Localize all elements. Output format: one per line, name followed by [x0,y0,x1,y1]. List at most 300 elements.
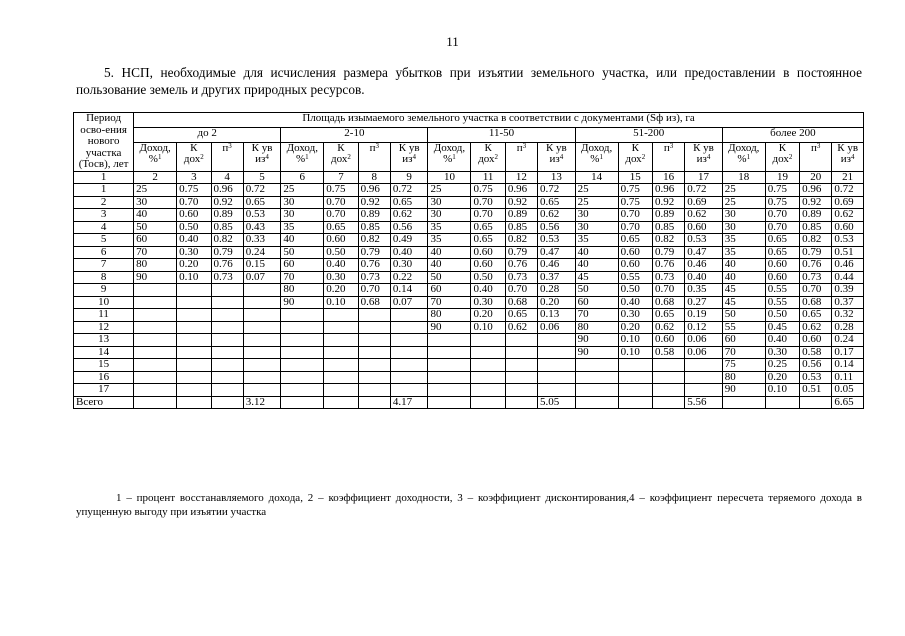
table-cell: 0.70 [618,209,652,222]
table-cell: 0.70 [618,221,652,234]
column-number: 7 [324,171,358,184]
table-cell: 0.20 [618,321,652,334]
table-cell: 0.45 [765,321,799,334]
table-cell: 0.14 [832,359,864,372]
table-cell: 40 [722,259,765,272]
row-period-cell: 15 [74,359,134,372]
table-cell: 0.30 [765,346,799,359]
table-cell [428,384,471,397]
table-cell: 0.55 [765,296,799,309]
column-number: 13 [538,171,576,184]
col-k-uv-header [832,142,864,171]
column-number: 14 [575,171,618,184]
table-cell: 0.70 [800,284,832,297]
table-cell [211,334,243,347]
table-cell [134,371,177,384]
table-cell [538,334,576,347]
table-cell [390,359,428,372]
table-cell: 0.53 [538,234,576,247]
table-cell [652,371,684,384]
table-cell: 90 [428,321,471,334]
area-group-header: до 2 [134,127,281,142]
table-cell: 0.20 [765,371,799,384]
table-cell: 0.65 [652,309,684,322]
table-cell: 30 [428,196,471,209]
footnote-marker: 3 [669,142,674,150]
table-cell: 25 [281,184,324,197]
table-cell: 30 [281,209,324,222]
table-cell: 0.62 [652,321,684,334]
footnote-marker: 2 [788,153,793,162]
table-cell: 0.62 [800,321,832,334]
table-cell: 0.13 [538,309,576,322]
table-cell [177,359,211,372]
table-cell [358,346,390,359]
table-cell [324,309,358,322]
header-label: п [663,142,670,154]
table-cell: 0.75 [765,184,799,197]
table-cell [281,309,324,322]
table-row [74,309,864,322]
row-period-cell: 16 [74,371,134,384]
footnote-marker: 2 [200,153,204,162]
table-cell: 0.60 [652,334,684,347]
table-cell: 0.60 [832,221,864,234]
table-cell: 0.07 [243,271,281,284]
table-cell: 0.89 [505,209,537,222]
table-cell [177,309,211,322]
table-cell [324,396,358,409]
row-period-cell: 4 [74,221,134,234]
table-cell: 0.53 [832,234,864,247]
table-cell [471,396,505,409]
table-cell: 80 [281,284,324,297]
row-period-cell: 3 [74,209,134,222]
table-cell: 0.53 [243,209,281,222]
table-cell: 0.56 [390,221,428,234]
table-cell: 0.14 [390,284,428,297]
area-group-header: более 200 [722,127,863,142]
table-cell [390,346,428,359]
table-cell [538,384,576,397]
table-cell: 0.72 [685,184,723,197]
footnote-marker: 1 [157,153,162,162]
column-number: 9 [390,171,428,184]
table-cell: 0.89 [358,209,390,222]
table-cell [685,384,723,397]
table-cell: 0.70 [324,209,358,222]
table-cell: 90 [722,384,765,397]
table-cell: 0.70 [324,196,358,209]
table-cell: 70 [281,271,324,284]
header-label: К дох [478,142,495,166]
table-cell: 25 [722,196,765,209]
table-cell: 0.68 [652,296,684,309]
table-cell: 0.06 [685,346,723,359]
table-cell [243,284,281,297]
footnote-marker: 3 [816,142,821,150]
table-cell: 35 [722,234,765,247]
table-cell: 75 [722,359,765,372]
table-cell: 0.75 [618,196,652,209]
table-cell: 0.05 [832,384,864,397]
total-row [74,396,864,409]
column-number: 3 [177,171,211,184]
table-cell: 0.92 [800,196,832,209]
table-cell: 0.72 [243,184,281,197]
table-cell: 0.85 [211,221,243,234]
table-cell: 0.82 [211,234,243,247]
footnote: 1 – процент восстанавляемого дохода, 2 – коэффициент доходности, 3 – коэффициент дисконтирования,4 – коэффициент пересчета теряемого дохода в упущенную выгоду при изъятии участка [76,492,862,518]
header-label: К дох [331,142,348,166]
table-cell: 0.75 [471,184,505,197]
table-cell [177,321,211,334]
table-cell [281,346,324,359]
header-label: Доход, % [433,142,466,166]
table-cell [324,384,358,397]
table-cell: 45 [722,284,765,297]
row-period-cell: 6 [74,246,134,259]
table-cell [243,321,281,334]
table-cell [243,346,281,359]
table-cell [177,371,211,384]
table-cell [390,334,428,347]
table-row [74,184,864,197]
table-cell: 0.73 [211,271,243,284]
table-cell: 0.44 [832,271,864,284]
column-number: 16 [652,171,684,184]
table-cell: 0.73 [358,271,390,284]
table-cell [471,384,505,397]
header-label: К дох [772,142,789,166]
table-cell [243,371,281,384]
table-cell: 0.85 [358,221,390,234]
table-cell [685,371,723,384]
table-cell [281,334,324,347]
table-cell [211,284,243,297]
area-group-header: 51-200 [575,127,722,142]
table-row [74,271,864,284]
header-label: п [811,142,817,154]
table-cell: 40 [134,209,177,222]
table-cell: 50 [722,309,765,322]
column-number: 10 [428,171,471,184]
table-cell: 0.30 [471,296,505,309]
table-cell: 0.60 [471,259,505,272]
table-row [74,334,864,347]
table-cell [800,396,832,409]
table-cell: 0.60 [685,221,723,234]
table-cell: 0.65 [538,196,576,209]
table-cell: 0.15 [243,259,281,272]
table-cell: 0.96 [358,184,390,197]
table-cell: 40 [281,234,324,247]
table-cell: 35 [722,246,765,259]
table-cell: 45 [575,271,618,284]
table-cell: 0.62 [832,209,864,222]
table-cell: 0.37 [832,296,864,309]
table-cell: 25 [575,196,618,209]
table-cell: 70 [134,246,177,259]
table-cell: 0.30 [324,271,358,284]
table-cell [538,346,576,359]
table-cell: 0.33 [243,234,281,247]
col-k-income-header [765,142,799,171]
table-cell [177,296,211,309]
table-cell: 0.69 [685,196,723,209]
col-k-uv-header [243,142,281,171]
table-cell: 80 [575,321,618,334]
header-label: К дох [183,142,201,166]
table-cell: 60 [722,334,765,347]
table-cell [177,396,211,409]
table-cell: 0.60 [324,234,358,247]
table-cell: 0.56 [538,221,576,234]
table-cell [211,346,243,359]
table-cell: 0.55 [618,271,652,284]
table-cell: 0.72 [538,184,576,197]
table-row [74,234,864,247]
row-period-cell: 17 [74,384,134,397]
footnote-marker: 4 [412,153,417,162]
table-cell [243,296,281,309]
table-cell: 0.20 [177,259,211,272]
table-cell [324,371,358,384]
table-cell: 0.75 [177,184,211,197]
table-cell: 5.05 [538,396,576,409]
table-cell: 0.65 [765,246,799,259]
table-cell: 0.96 [652,184,684,197]
table-cell [575,384,618,397]
column-number: 8 [358,171,390,184]
table-cell: 0.62 [505,321,537,334]
row-period-cell: 1 [74,184,134,197]
table-cell: 40 [428,259,471,272]
table-cell: 0.89 [211,209,243,222]
footnote-marker: 4 [265,153,269,162]
table-cell: 0.76 [800,259,832,272]
table-cell [390,309,428,322]
col-p-header [652,142,684,171]
table-cell [324,334,358,347]
row-period-cell: 14 [74,346,134,359]
table-cell: 40 [575,246,618,259]
table-cell: 0.47 [538,246,576,259]
table-cell: 0.79 [652,246,684,259]
table-cell: 0.70 [505,284,537,297]
table-cell [505,396,537,409]
period-header: Период осво-ения нового участка (Тосв), лет [74,113,134,172]
table-cell: 0.07 [390,296,428,309]
table-cell: 0.40 [177,234,211,247]
table-cell: 0.69 [832,196,864,209]
table-cell [471,359,505,372]
header-label: К ув из [398,142,420,166]
table-cell: 35 [428,234,471,247]
table-cell: 80 [722,371,765,384]
table-cell: 0.96 [505,184,537,197]
table-cell: 0.70 [652,284,684,297]
col-p-header [505,142,537,171]
table-cell: 0.51 [800,384,832,397]
table-cell: 0.92 [505,196,537,209]
table-cell: 0.40 [390,246,428,259]
table-cell: 0.82 [800,234,832,247]
column-number-row [74,171,864,184]
table-cell: 60 [428,284,471,297]
table-row [74,284,864,297]
table-cell [281,371,324,384]
table-cell [538,371,576,384]
table-cell: 0.65 [765,234,799,247]
table-cell [134,384,177,397]
table-cell [471,346,505,359]
col-k-uv-header [390,142,428,171]
table-cell [428,359,471,372]
table-cell: 0.60 [618,259,652,272]
table-cell: 25 [134,184,177,197]
row-period-cell: 9 [74,284,134,297]
header-label: Доход, % [139,142,171,166]
table-cell: 0.75 [618,184,652,197]
table-cell: 0.06 [685,334,723,347]
table-cell: 0.40 [685,271,723,284]
col-income-header [428,142,471,171]
table-cell: 0.50 [618,284,652,297]
table-cell: 0.24 [832,334,864,347]
footnote-marker: 3 [522,142,527,150]
table-cell [211,359,243,372]
table-cell [324,359,358,372]
table-cell: 45 [722,296,765,309]
table-cell: 40 [722,271,765,284]
table-cell: 50 [575,284,618,297]
table-cell: 0.10 [618,346,652,359]
table-cell [505,371,537,384]
table-cell: 0.37 [538,271,576,284]
table-cell [575,396,618,409]
table-cell [618,371,652,384]
table-cell [575,359,618,372]
column-number: 1 [74,171,134,184]
table-cell: 35 [281,221,324,234]
column-number: 20 [800,171,832,184]
table-cell: 0.79 [211,246,243,259]
table-cell [243,384,281,397]
table-cell: 0.46 [685,259,723,272]
row-period-cell: 10 [74,296,134,309]
table-row [74,246,864,259]
row-period-cell: 13 [74,334,134,347]
table-cell: 0.24 [243,246,281,259]
table-cell [324,346,358,359]
table-cell: 0.75 [324,184,358,197]
table-cell [471,334,505,347]
area-header: Площадь изымаемого земельного участка в соответствии с документами (Sф из), га [134,113,864,128]
table-cell [134,321,177,334]
table-cell [281,384,324,397]
table-cell: 0.79 [800,246,832,259]
col-p-header [211,142,243,171]
table-cell: 90 [575,334,618,347]
table-cell [177,346,211,359]
table-cell: 55 [722,321,765,334]
table-cell: 0.70 [177,196,211,209]
col-income-header [134,142,177,171]
area-group-header: 2-10 [281,127,428,142]
footnote-marker: 2 [494,153,499,162]
table-cell: 0.12 [685,321,723,334]
table-cell: 0.60 [765,271,799,284]
table-cell: 0.65 [471,234,505,247]
table-cell: 0.92 [358,196,390,209]
table-cell: 0.50 [177,221,211,234]
row-period-cell: Всего [74,396,134,409]
table-cell: 0.60 [765,259,799,272]
land-loss-table [73,112,864,409]
table-cell: 0.10 [177,271,211,284]
table-cell [538,359,576,372]
table-cell [134,359,177,372]
footnote-marker: 3 [228,142,232,150]
table-cell: 0.10 [471,321,505,334]
header-label: п [516,142,523,154]
table-cell [652,396,684,409]
table-cell: 0.79 [505,246,537,259]
table-cell [428,396,471,409]
group-header-row [74,127,864,142]
header-label: К ув из [251,142,273,166]
table-cell: 0.30 [618,309,652,322]
table-cell [390,371,428,384]
table-cell [358,321,390,334]
table-cell: 0.82 [505,234,537,247]
table-cell: 40 [428,246,471,259]
header-label: К ув из [837,142,859,166]
table-cell: 0.76 [211,259,243,272]
table-cell [618,396,652,409]
table-cell: 25 [575,184,618,197]
header-label: Доход, % [728,142,760,166]
table-cell: 0.96 [211,184,243,197]
table-cell: 0.76 [652,259,684,272]
table-cell [134,284,177,297]
table-cell: 0.75 [765,196,799,209]
table-row [74,209,864,222]
table-cell: 70 [428,296,471,309]
table-cell: 0.56 [800,359,832,372]
table-cell: 3.12 [243,396,281,409]
footnote-marker: 4 [559,153,564,162]
table-cell: 0.46 [538,259,576,272]
table-cell: 0.73 [800,271,832,284]
table-cell [177,334,211,347]
table-cell [243,334,281,347]
column-number: 4 [211,171,243,184]
table-cell: 0.85 [800,221,832,234]
table-cell [243,359,281,372]
column-number: 6 [281,171,324,184]
table-cell [618,384,652,397]
table-cell [134,346,177,359]
table-cell [358,384,390,397]
table-cell: 0.82 [358,234,390,247]
table-cell: 0.51 [832,246,864,259]
table-cell: 0.40 [765,334,799,347]
table-cell: 0.62 [685,209,723,222]
col-income-header [281,142,324,171]
table-cell [722,396,765,409]
